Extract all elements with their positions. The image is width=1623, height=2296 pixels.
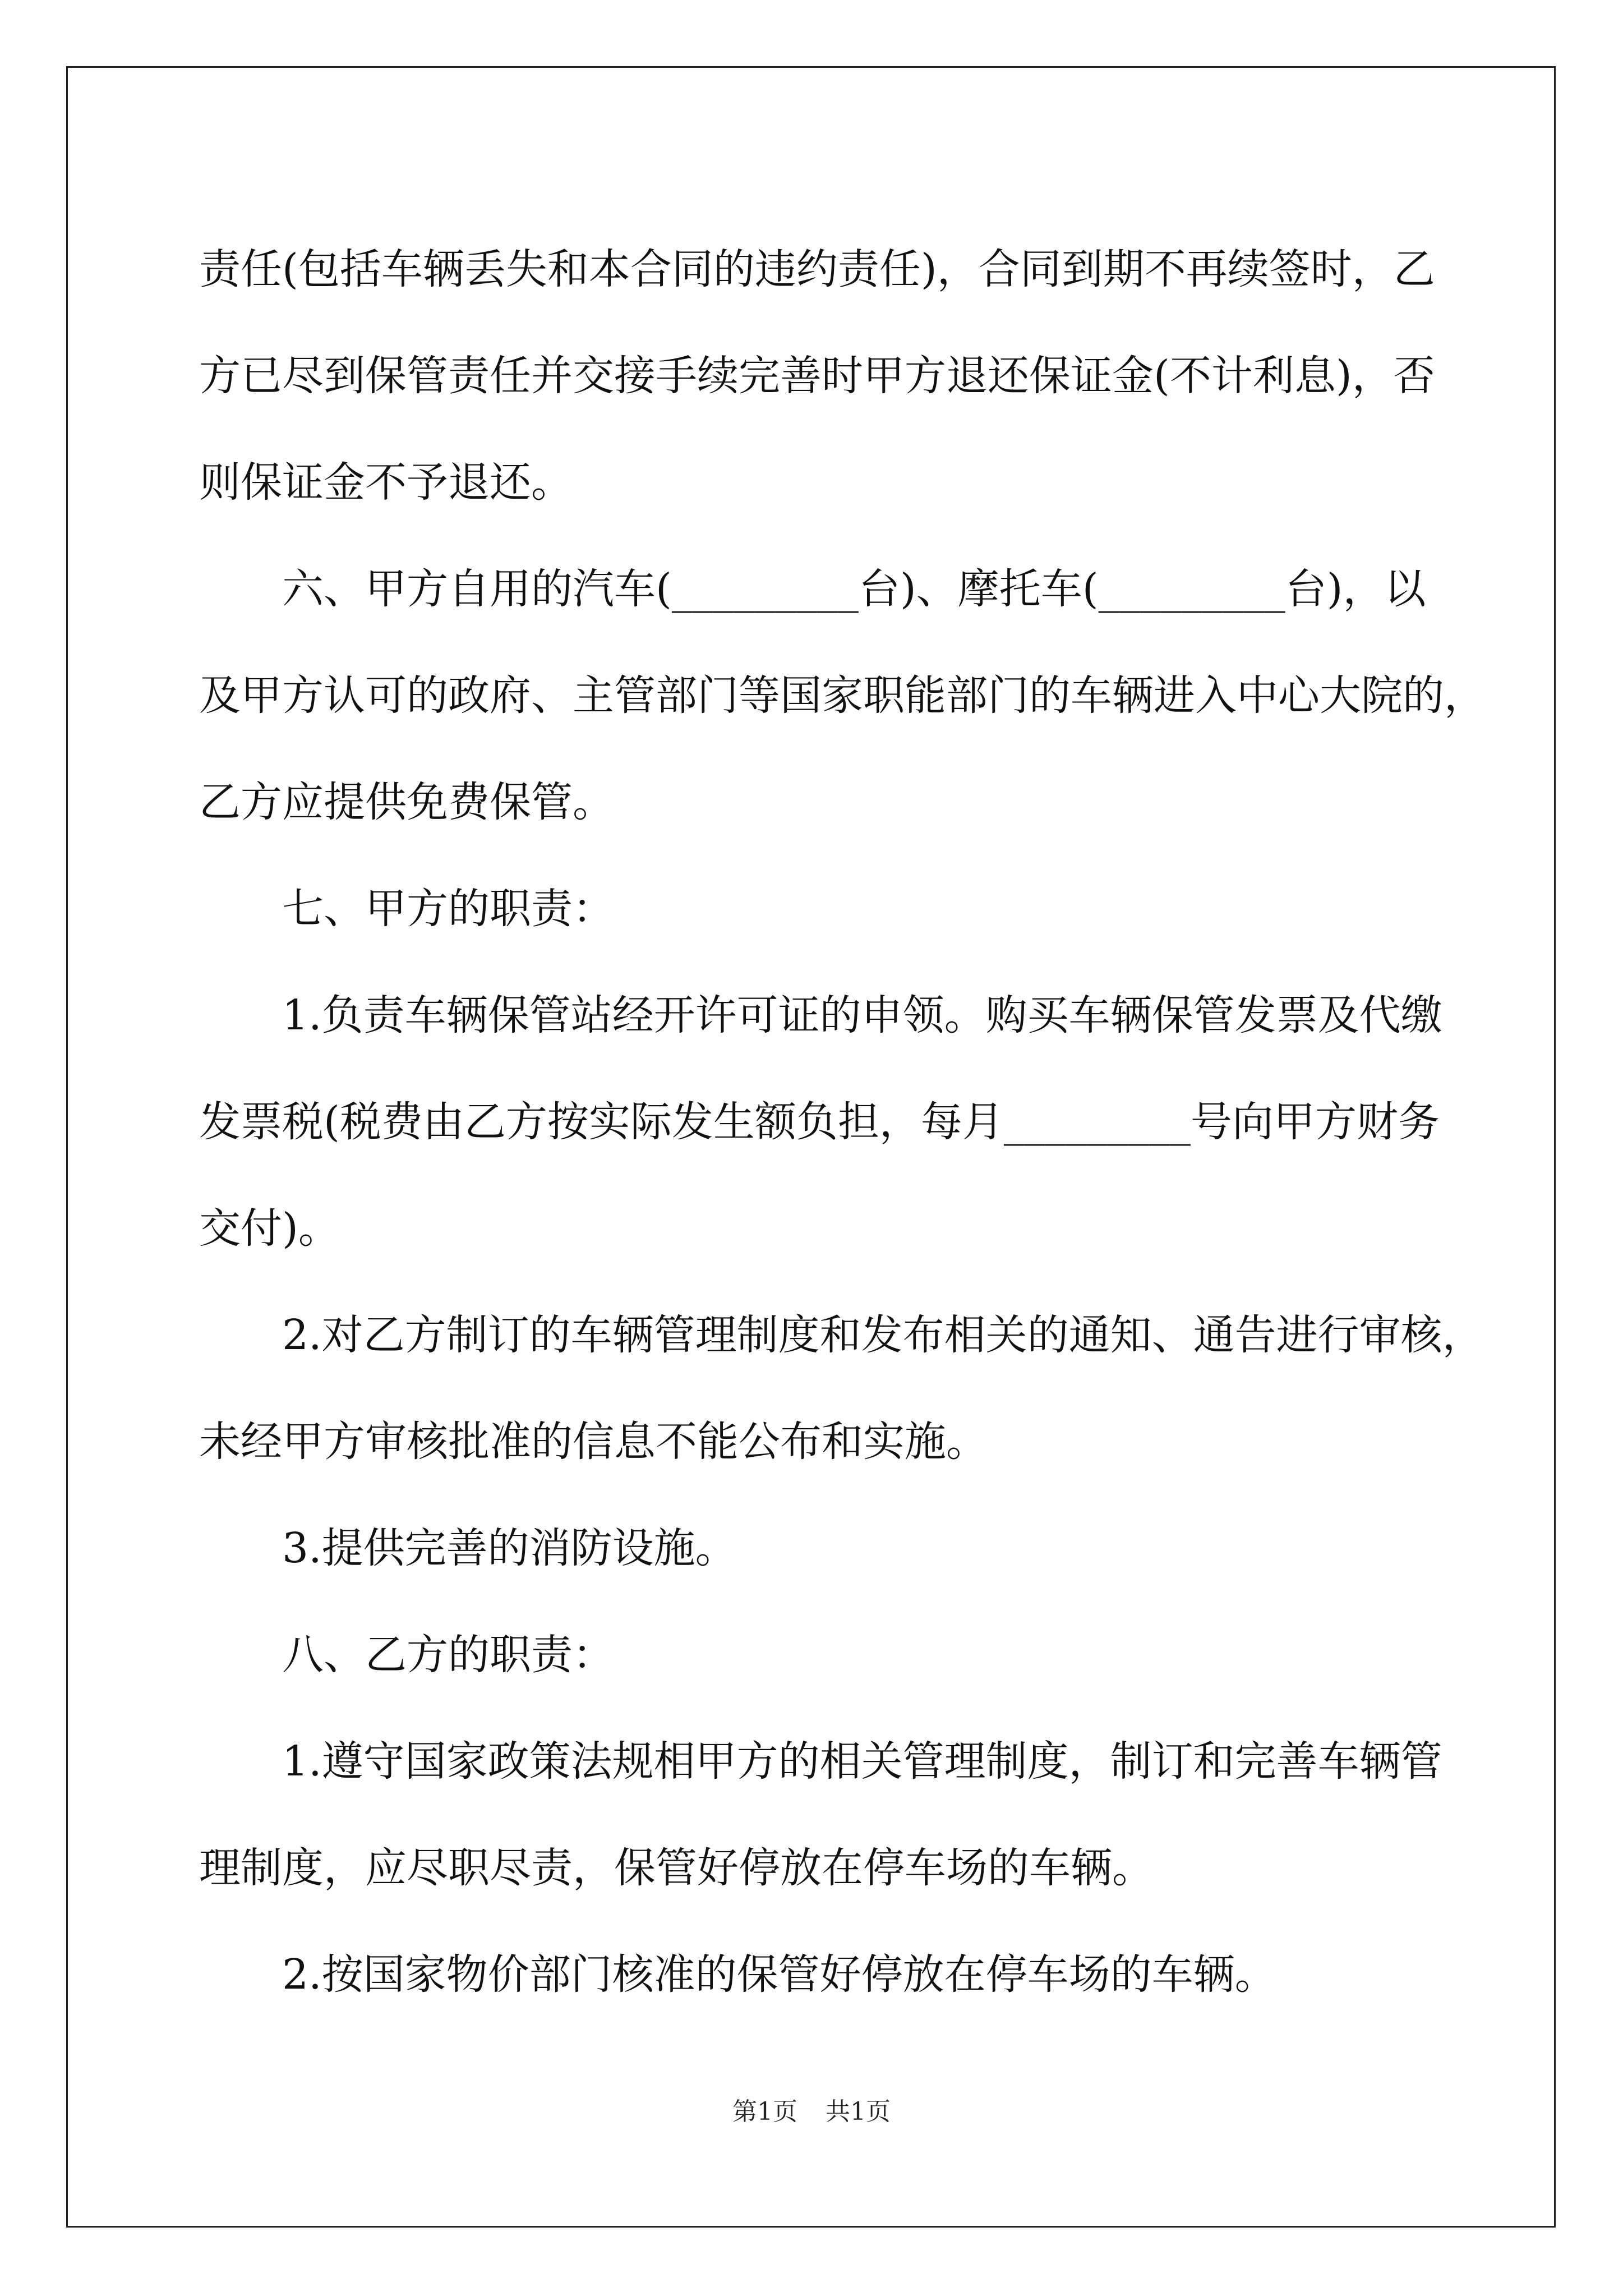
text-line: 七、甲方的职责： — [199, 885, 614, 933]
text-line: 2.按国家物价部门核准的保管好停放在停车场的车辆。 — [199, 1950, 1276, 1999]
text-line: 责任(包括车辆丢失和本合同的违约责任)，合同到期不再续签时，乙 — [199, 245, 1435, 293]
text-line: 发票税(税费由乙方按实际发生额负担，每月_________号向甲方财务 — [199, 1098, 1440, 1146]
text-line: 1.遵守国家政策法规相甲方的相关管理制度，制订和完善车辆管 — [199, 1737, 1442, 1786]
text-line: 2.对乙方制订的车辆管理制度和发布相关的通知、通告进行审核， — [199, 1311, 1484, 1359]
text-line: 及甲方认可的政府、主管部门等国家职能部门的车辆进入中心大院的， — [199, 671, 1486, 720]
text-line: 1.负责车辆保管站经开许可证的申领。购买车辆保管发票及代缴 — [199, 991, 1442, 1039]
text-line: 乙方应提供免费保管。 — [199, 778, 614, 826]
page-number-current: 第1页 — [732, 2097, 797, 2126]
page-number-total: 共1页 — [826, 2097, 891, 2126]
page-footer — [0, 2095, 1623, 2129]
text-line: 八、乙方的职责： — [199, 1631, 614, 1679]
text-line: 则保证金不予退还。 — [199, 458, 573, 507]
document-body — [199, 216, 1486, 2028]
text-line: 3.提供完善的消防设施。 — [199, 1524, 737, 1572]
text-line: 未经甲方审核批准的信息不能公布和实施。 — [199, 1418, 988, 1466]
text-line: 交付)。 — [199, 1204, 340, 1253]
text-line: 理制度，应尽职尽责，保管好停放在停车场的车辆。 — [199, 1844, 1154, 1892]
text-line: 方已尽到保管责任并交接手续完善时甲方退还保证金(不计利息)，否 — [199, 352, 1435, 400]
text-line: 六、甲方自用的汽车(_________台)、摩托车(_________台)，以 — [199, 565, 1426, 613]
